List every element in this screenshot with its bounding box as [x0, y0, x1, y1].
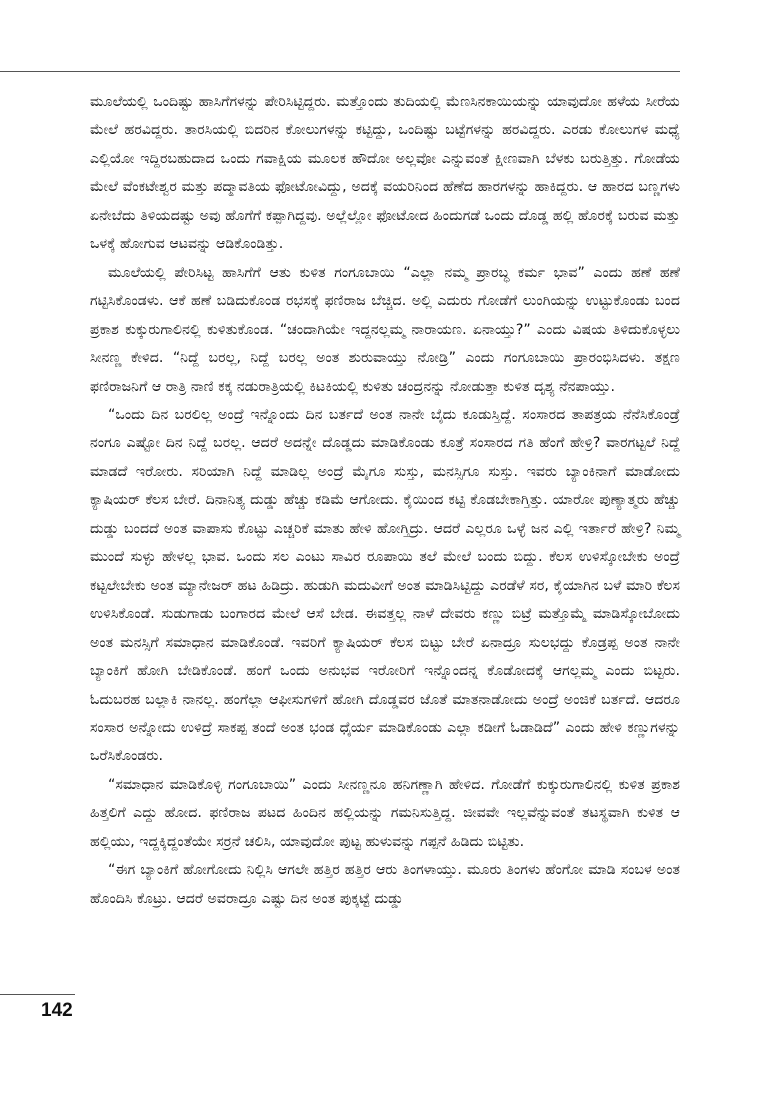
paragraph: “ಸಮಾಧಾನ ಮಾಡಿಕೊಳ್ಳಿ ಗಂಗೂಬಾಯಿ” ಎಂದು ಸೀನಣ್ಣನೂ ಹನಿಗಣ್ಣಾಗಿ ಹೇಳಿದ. ಗೋಡೆಗೆ ಕುಕ್ಕುರುಗಾಲಿನಲ್ಲಿ ಕುಳಿತ ಪ್ರಕಾಶ ಹಿತ್ತಲಿಗೆ ಎದ್ದು ಹೋದ. ಫಣಿರಾಜ ಪಟದ ಹಿಂದಿನ ಹಲ್ಲಿಯನ್ನು ಗಮನಿಸುತ್ತಿದ್ದ. ಜೀವವೇ ಇಲ್ಲವೆನ್ನುವಂತೆ ತಟಸ್ಥವಾಗಿ ಕುಳಿತ ಆ ಹಲ್ಲಿಯು, ಇದ್ದಕ್ಕಿದ್ದಂತೆಯೇ ಸರ್ರನೆ ಚಲಿಸಿ, ಯಾವುದೋ ಪುಟ್ಟ ಹುಳುವನ್ನು ಗಪ್ಪನೆ ಹಿಡಿದು ಬಿಟ್ಟಿತು. [90, 776, 680, 850]
paragraph: “ಈಗ ಬ್ಯಾಂಕಿಗೆ ಹೋಗೋದು ನಿಲ್ಲಿಸಿ ಆಗಲೇ ಹತ್ತಿರ ಹತ್ತಿರ ಆರು ತಿಂಗಳಾಯ್ತು. ಮೂರು ತಿಂಗಳು ಹೆಂಗೋ ಮಾಡಿ ಸಂಬಳ ಅಂತ ಹೊಂದಿಸಿ ಕೊಟ್ರು. ಆದರೆ ಅವರಾದ್ರೂ ಎಷ್ಟು ದಿನ ಅಂತ ಪುಕ್ಕಟ್ಟೆ ದುಡ್ಡು [90, 862, 680, 907]
paragraph: ಮೂಲೆಯಲ್ಲಿ ಪೇರಿಸಿಟ್ಟ ಹಾಸಿಗೆಗೆ ಆತು ಕುಳಿತ ಗಂಗೂಬಾಯಿ “ಎಲ್ಲಾ ನಮ್ಮ ಪ್ರಾರಬ್ಧ ಕರ್ಮ ಭಾವ” ಎಂದು ಹಣೆ ಹಣೆ ಗಟ್ಟಿಸಿಕೊಂಡಳು. ಆಕೆ ಹಣೆ ಬಡಿದುಕೊಂಡ ರಭಸಕ್ಕೆ ಫಣಿರಾಜ ಬೆಚ್ಚಿದ. ಅಲ್ಲಿ ಎದುರು ಗೋಡೆಗೆ ಲುಂಗಿಯನ್ನು ಉಟ್ಟುಕೊಂಡು ಬಂದ ಪ್ರಕಾಶ ಕುಕ್ಕುರುಗಾಲಿನಲ್ಲಿ ಕುಳಿತುಕೊಂಡ. “ಚಂದಾಗಿಯೇ ಇದ್ದನಲ್ಲಮ್ಮ ನಾರಾಯಣ. ಏನಾಯ್ತು?” ಎಂದು ವಿಷಯ ತಿಳಿದುಕೊಳ್ಳಲು ಸೀನಣ್ಣ ಕೇಳಿದ. “ನಿದ್ದೆ ಬರಲ್ಲ, ನಿದ್ದೆ ಬರಲ್ಲ ಅಂತ ಶುರುವಾಯ್ತು ನೋಡ್ರಿ” ಎಂದು ಗಂಗೂಬಾಯಿ ಪ್ರಾರಂಭಿಸಿದಳು. ತಕ್ಷಣ ಫಣಿರಾಜನಿಗೆ ಆ ರಾತ್ರಿ ನಾಣಿ ಕಕ್ಕ ನಡುರಾತ್ರಿಯಲ್ಲಿ ಕಿಟಕಿಯಲ್ಲಿ ಕುಳಿತು ಚಂದ್ರನನ್ನು ನೋಡುತ್ತಾ ಕುಳಿತ ದೃಶ್ಯ ನೆನಪಾಯ್ತು. [90, 264, 680, 395]
paragraph: “ಒಂದು ದಿನ ಬರಲಿಲ್ಲ ಅಂದ್ರೆ ಇನ್ನೊಂದು ದಿನ ಬರ್ತದೆ ಅಂತ ನಾನೇ ಬೈದು ಕೂಡುಸ್ತಿದ್ದೆ. ಸಂಸಾರದ ತಾಪತ್ರಯ ನೆನೆಸಿಕೊಂಡ್ರೆ ನಂಗೂ ಎಷ್ಟೋ ದಿನ ನಿದ್ದೆ ಬರಲ್ಲ. ಆದರೆ ಅದನ್ನೇ ದೊಡ್ಡದು ಮಾಡಿಕೊಂಡು ಕೂತ್ರೆ ಸಂಸಾರದ ಗತಿ ಹೆಂಗೆ ಹೇಳ್ರಿ? ವಾರಗಟ್ಟಲೆ ನಿದ್ದೆ ಮಾಡದೆ ಇರೋರು. ಸರಿಯಾಗಿ ನಿದ್ದೆ ಮಾಡಿಲ್ಲ ಅಂದ್ರೆ ಮೈಗೂ ಸುಸ್ತು, ಮನಸ್ಸಿಗೂ ಸುಸ್ತು. ಇವರು ಬ್ಯಾಂಕಿನಾಗೆ ಮಾಡೋದು ಕ್ಯಾಷಿಯರ್ ಕೆಲಸ ಬೇರೆ. ದಿನಾನಿತ್ಯ ದುಡ್ಡು ಹೆಚ್ಚು ಕಡಿಮೆ ಆಗೋದು. ಕೈಯಿಂದ ಕಟ್ಟಿ ಕೊಡಬೇಕಾಗ್ತಿತ್ತು. ಯಾರೋ ಪುಣ್ಯಾತ್ಮರು ಹೆಚ್ಚು ದುಡ್ಡು ಬಂದದೆ ಅಂತ ವಾಪಾಸು ಕೊಟ್ಟು ಎಚ್ಚರಿಕೆ ಮಾತು ಹೇಳಿ ಹೋಗ್ತಿದ್ರು. ಆದರೆ ಎಲ್ಲರೂ ಒಳ್ಳೆ ಜನ ಎಲ್ಲಿ ಇರ್ತಾರೆ ಹೇಳ್ರಿ? ನಿಮ್ಮ ಮುಂದೆ ಸುಳ್ಳು ಹೇಳಲ್ಲ ಭಾವ. ಒಂದು ಸಲ ಎಂಟು ಸಾವಿರ ರೂಪಾಯಿ ತಲೆ ಮೇಲೆ ಬಂದು ಬಿದ್ದು. ಕೆಲಸ ಉಳಿಸ್ಕೋಬೇಕು ಅಂದ್ರೆ ಕಟ್ಟಲೇಬೇಕು ಅಂತ ಮ್ಯಾನೇಜರ್ ಹಟ ಹಿಡಿದ್ರು. ಹುಡುಗಿ ಮದುವೀಗೆ ಅಂತ ಮಾಡಿಸಿಟ್ಟಿದ್ದು ಎರಡೆಳೆ ಸರ, ಕೈಯಾಗಿನ ಬಳೆ ಮಾರಿ ಕೆಲಸ ಉಳಿಸಿಕೊಂಡೆ. ಸುಡುಗಾಡು ಬಂಗಾರದ ಮೇಲೆ ಆಸೆ ಬೇಡ. ಈವತ್ತಲ್ಲ ನಾಳೆ ದೇವರು ಕಣ್ಣು ಬಿಟ್ರೆ ಮತ್ತೊಮ್ಮೆ ಮಾಡಿಸ್ಕೋಬೋದು ಅಂತ ಮನಸ್ಸಿಗೆ ಸಮಾಧಾನ ಮಾಡಿಕೊಂಡೆ. ಇವರಿಗೆ ಕ್ಯಾಷಿಯರ್ ಕೆಲಸ ಬಿಟ್ಟು ಬೇರೆ ಏನಾದ್ರೂ ಸುಲಭದ್ದು ಕೊಡ್ರಪ್ಪ ಅಂತ ನಾನೇ ಬ್ಯಾಂಕಿಗೆ ಹೋಗಿ ಬೇಡಿಕೊಂಡೆ. ಹಂಗೆ ಒಂದು ಅನುಭವ ಇರೋರಿಗೆ ಇನ್ನೊಂದನ್ನ ಕೊಡೋದಕ್ಕೆ ಆಗಲ್ಲಮ್ಮ ಎಂದು ಬಿಟ್ಟರು. ಓದುಬರಹ ಬಲ್ಲಾಕಿ ನಾನಲ್ಲ. ಹಂಗೆಲ್ಲಾ ಆಫೀಸುಗಳಿಗೆ ಹೋಗಿ ದೊಡ್ಡವರ ಜೊತೆ ಮಾತನಾಡೋದು ಅಂದ್ರೆ ಅಂಜಿಕೆ ಬರ್ತದೆ. ಆದರೂ ಸಂಸಾರ ಅನ್ನೋದು ಉಳಿದ್ರೆ ಸಾಕಪ್ಪ ತಂದೆ ಅಂತ ಭಂಡ ಧೈರ್ಯ ಮಾಡಿಕೊಂಡು ಎಲ್ಲಾ ಕಡೀಗೆ ಓಡಾಡಿದೆ” ಎಂದು ಹೇಳಿ ಕಣ್ಣುಗಳನ್ನು ಒರೆಸಿಕೊಂಡರು. [90, 406, 680, 765]
page-number-rule [0, 994, 75, 995]
page-text-body [90, 88, 680, 913]
page-number: 142 [41, 1000, 73, 1021]
paragraph: ಮೂಲೆಯಲ್ಲಿ ಒಂದಿಷ್ಟು ಹಾಸಿಗೆಗಳನ್ನು ಪೇರಿಸಿಟ್ಟಿದ್ದರು. ಮತ್ತೊಂದು ತುದಿಯಲ್ಲಿ ಮೆಣಸಿನಕಾಯಿಯನ್ನು ಯಾವುದೋ ಹಳೆಯ ಸೀರೆಯ ಮೇಲೆ ಹರವಿದ್ದರು. ತಾರಸಿಯಲ್ಲಿ ಬಿದರಿನ ಕೋಲುಗಳನ್ನು ಕಟ್ಟಿದ್ದು, ಒಂದಿಷ್ಟು ಬಟ್ಟೆಗಳನ್ನು ಹರವಿದ್ದರು. ಎರಡು ಕೋಲುಗಳ ಮಧ್ಯೆ ಎಲ್ಲಿಯೋ ಇದ್ದಿರಬಹುದಾದ ಒಂದು ಗವಾಕ್ಷಿಯ ಮೂಲಕ ಹೌದೋ ಅಲ್ಲವೋ ಎನ್ನುವಂತೆ ಕ್ಷೀಣವಾಗಿ ಬೆಳಕು ಬರುತ್ತಿತ್ತು. ಗೋಡೆಯ ಮೇಲೆ ವೆಂಕಟೇಶ್ವರ ಮತ್ತು ಪದ್ಮಾವತಿಯ ಫೋಟೋವಿದ್ದು, ಅದಕ್ಕೆ ವಯರಿನಿಂದ ಹೆಣೆದ ಹಾರಗಳನ್ನು ಹಾಕಿದ್ದರು. ಆ ಹಾರದ ಬಣ್ಣಗಳು ಏನೇಬೆದು ತಿಳಿಯದಷ್ಟು ಅವು ಹೊಗೆಗೆ ಕಪ್ಪಾಗಿದ್ದವು. ಅಲ್ಲೆಲ್ಲೋ ಫೋಟೋದ ಹಿಂದುಗಡೆ ಒಂದು ದೊಡ್ಡ ಹಲ್ಲಿ ಹೊರಕ್ಕೆ ಬರುವ ಮತ್ತು ಒಳಕ್ಕೆ ಹೋಗುವ ಆಟವನ್ನು ಆಡಿಕೊಂಡಿತ್ತು. [90, 94, 680, 253]
top-rule [0, 71, 680, 72]
